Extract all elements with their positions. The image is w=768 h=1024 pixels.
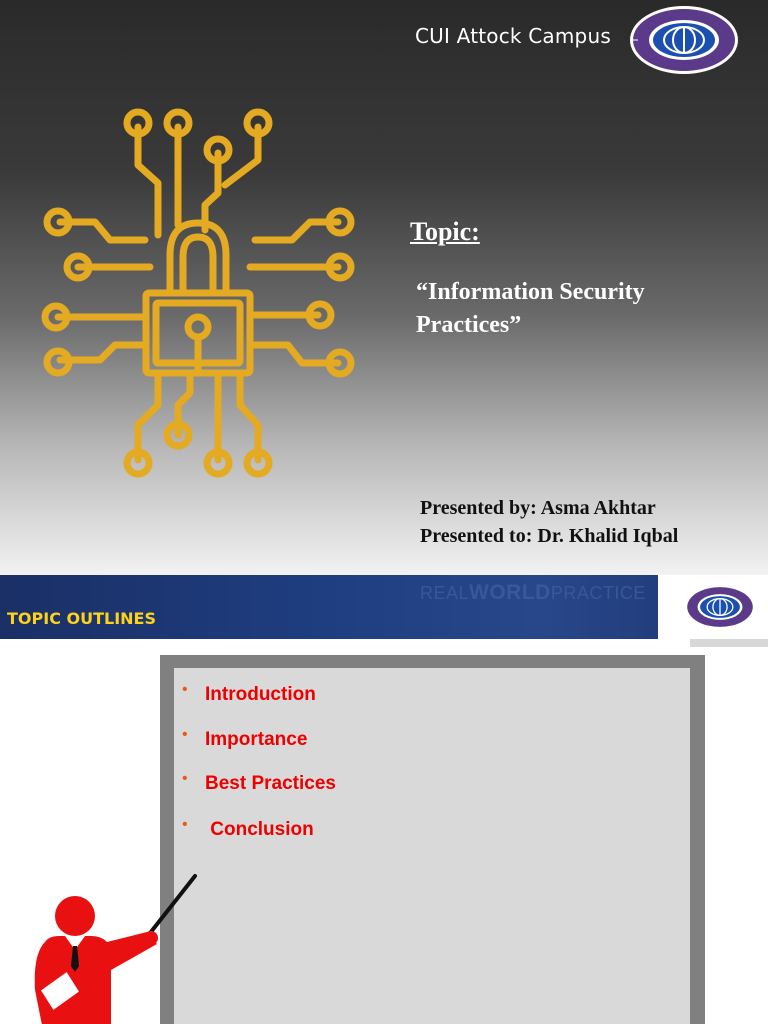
presenter-info [420, 494, 678, 550]
presented-to: Presented to: Dr. Khalid Iqbal [420, 525, 679, 547]
topic-title-line-1: “Information Security [416, 279, 645, 305]
university-logo-small [684, 577, 756, 637]
outline-heading: TOPIC OUTLINES [7, 609, 157, 628]
presented-by: Presented by: Asma Akhtar [420, 497, 656, 519]
watermark: REALWORLDPRACTICE [420, 581, 646, 604]
outline-slide: REALWORLDPRACTICE TOPIC OUTLINES • Introduction • Importance • Best Practices • Conclusion [0, 575, 768, 1024]
whiteboard [174, 668, 690, 1024]
topic-title-line-2: Practices” [416, 312, 522, 338]
topic-label: Topic: [410, 217, 480, 246]
presenter-figure-icon [15, 870, 205, 1024]
bullet-icon: • [182, 681, 188, 698]
bullet-icon: • [182, 770, 188, 787]
topic-title [416, 276, 736, 342]
header-banner [0, 575, 768, 639]
university-logo [628, 4, 740, 76]
bullet-icon: • [182, 816, 188, 833]
campus-name: CUI Attock Campus [415, 24, 611, 48]
bullet-icon: • [182, 726, 188, 743]
circuit-lock-icon [40, 105, 360, 490]
